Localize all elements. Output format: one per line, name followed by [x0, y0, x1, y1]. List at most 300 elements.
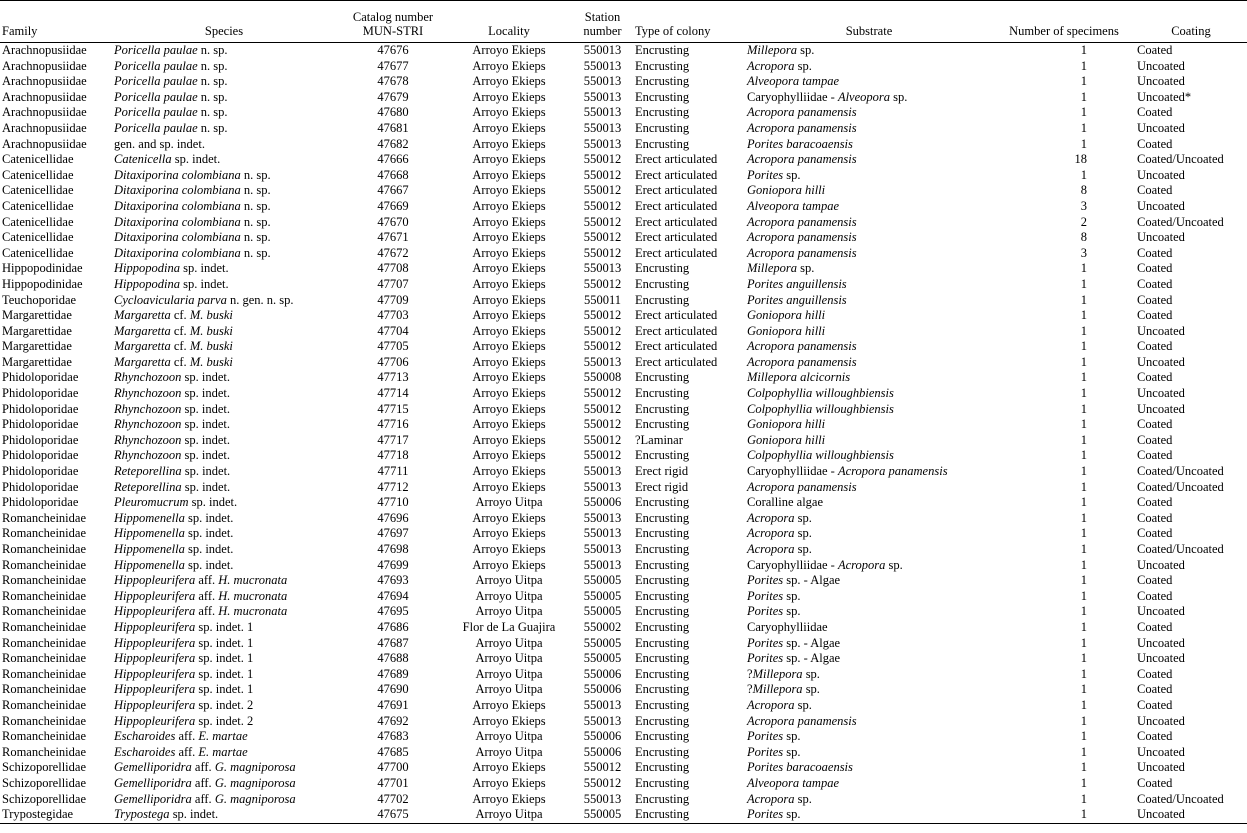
cell-station: 550012 — [583, 760, 622, 775]
cell-species-part: sp. indet. 1 — [195, 651, 254, 666]
cell-coating: Uncoated — [1137, 386, 1185, 401]
cell-coating: Coated — [1137, 682, 1173, 697]
cell-coating: Coated — [1137, 573, 1173, 588]
cell-locality: Arroyo Ekieps — [472, 510, 546, 525]
cell-species-part: aff. — [175, 729, 199, 744]
cell-substrate-part: Acropora panamensis — [747, 713, 857, 728]
cell-station: 550006 — [583, 729, 622, 744]
cell-station: 550012 — [583, 245, 622, 260]
cell-species-part: n. sp. — [240, 183, 271, 198]
cell-species-part: n. gen. n. sp. — [226, 292, 294, 307]
cell-species — [108, 59, 340, 75]
cell-substrate — [745, 230, 993, 246]
cell-species-part: n. sp. — [197, 43, 228, 57]
cell-locality: Arroyo Ekieps — [472, 105, 546, 120]
cell-colony: Encrusting — [635, 105, 690, 120]
cell-species — [108, 386, 340, 402]
cell-locality: Arroyo Ekieps — [472, 214, 546, 229]
cell-substrate-part: Colpophyllia willoughbiensis — [747, 386, 894, 401]
cell-substrate-part: Acropora panamensis — [747, 354, 857, 369]
cell-coating: Coated — [1137, 183, 1173, 198]
cell-substrate-part: Alveopora tampae — [747, 198, 839, 213]
cell-station: 550013 — [583, 479, 622, 494]
cell-catalog: 47698 — [377, 542, 409, 556]
cell-species-part: sp. indet. — [184, 557, 234, 572]
cell-catalog: 47710 — [377, 495, 409, 510]
cell-species-part: E. martae — [198, 729, 248, 744]
table-row — [0, 59, 1247, 75]
cell-substrate-part: sp. - Algae — [783, 635, 841, 650]
table-row — [0, 448, 1247, 464]
cell-colony: Encrusting — [635, 619, 690, 634]
cell-species — [108, 682, 340, 698]
cell-station: 550012 — [583, 448, 622, 463]
cell-catalog: 47682 — [377, 136, 409, 151]
cell-substrate-part: sp. — [797, 43, 815, 57]
cell-species-part: Rhynchozoon — [114, 417, 182, 432]
cell-station: 550005 — [583, 604, 622, 619]
header-catalog: Catalog number MUN-STRI — [340, 1, 446, 43]
cell-station: 550012 — [583, 198, 622, 213]
cell-catalog: 47713 — [377, 370, 409, 385]
cell-species-part: sp. indet. 2 — [195, 713, 254, 728]
cell-species-part: gen. and sp. indet. — [114, 136, 205, 151]
cell-family: Romancheinidae — [2, 729, 86, 744]
cell-substrate — [745, 807, 993, 823]
cell-catalog: 47687 — [377, 635, 409, 650]
cell-species — [108, 121, 340, 137]
cell-species-part: n. sp. — [240, 245, 271, 260]
cell-station: 550005 — [583, 588, 622, 603]
cell-coating: Uncoated — [1137, 230, 1185, 245]
cell-catalog: 47680 — [377, 105, 409, 120]
cell-substrate-part: Acropora — [747, 791, 795, 806]
table-row — [0, 246, 1247, 262]
cell-substrate — [745, 417, 993, 433]
cell-substrate-part: Acropora panamensis — [747, 339, 857, 354]
cell-family: Margarettidae — [2, 308, 72, 323]
cell-colony: Encrusting — [635, 760, 690, 775]
table-row — [0, 324, 1247, 340]
cell-station: 550013 — [583, 697, 622, 712]
cell-species — [108, 324, 340, 340]
cell-coating: Coated — [1137, 339, 1173, 354]
cell-colony: Encrusting — [635, 682, 690, 697]
cell-species-part: Hippopleurifera — [114, 635, 196, 650]
cell-substrate-part: Acropora panamensis — [747, 230, 857, 245]
cell-species — [108, 355, 340, 371]
cell-specimens: 18 — [1074, 152, 1087, 167]
cell-station: 550013 — [583, 120, 622, 135]
cell-substrate — [745, 121, 993, 137]
cell-substrate-part: Acropora — [747, 542, 795, 556]
cell-coating: Coated — [1137, 432, 1173, 447]
cell-species-part: Reteporellina — [114, 479, 182, 494]
cell-catalog: 47718 — [377, 448, 409, 463]
cell-substrate-part: Caryophylliidae — [747, 619, 828, 634]
table-row — [0, 215, 1247, 231]
cell-specimens: 1 — [1080, 167, 1087, 182]
cell-species-part: Hippomenella — [114, 510, 185, 525]
cell-specimens: 1 — [1080, 526, 1087, 541]
cell-locality: Arroyo Uitpa — [475, 635, 543, 650]
cell-substrate-part: sp. — [794, 526, 812, 541]
cell-specimens: 1 — [1080, 588, 1087, 603]
cell-family: Margarettidae — [2, 339, 72, 354]
cell-substrate — [745, 776, 993, 792]
table-row — [0, 604, 1247, 620]
cell-family: Trypostegidae — [0, 807, 108, 823]
cell-family: Romancheinidae — [2, 557, 86, 572]
cell-station: 550012 — [583, 183, 622, 198]
cell-substrate-part: sp. — [794, 510, 812, 525]
cell-specimens: 1 — [1080, 58, 1087, 73]
table-row — [0, 651, 1247, 667]
cell-substrate-part: sp. — [794, 58, 812, 73]
cell-substrate-part: Alveopora — [837, 89, 891, 104]
cell-family: Romancheinidae — [2, 588, 86, 603]
cell-colony: Erect rigid — [635, 479, 689, 494]
cell-substrate-part: Porites — [747, 729, 784, 744]
cell-species-part: Ditaxiporina colombiana — [114, 245, 241, 260]
cell-species — [108, 308, 340, 324]
cell-substrate — [745, 511, 993, 527]
cell-station: 550012 — [583, 417, 622, 432]
cell-colony: Encrusting — [635, 775, 690, 790]
cell-coating: Coated — [1137, 245, 1173, 260]
cell-species-part: G. magniporosa — [214, 791, 296, 806]
cell-station: 550013 — [583, 89, 622, 104]
table-row — [0, 558, 1247, 574]
table-row — [0, 667, 1247, 683]
cell-coating: Uncoated — [1137, 651, 1185, 666]
cell-specimens: 1 — [1080, 666, 1087, 681]
cell-family: Catenicellidae — [2, 230, 74, 245]
cell-species — [108, 168, 340, 184]
cell-substrate-part: Caryophylliidae - — [747, 89, 838, 104]
cell-species-part: sp. indet. — [179, 261, 229, 276]
cell-station: 550012 — [583, 214, 622, 229]
cell-substrate — [745, 402, 993, 418]
table-row — [0, 480, 1247, 496]
cell-species — [108, 792, 340, 808]
cell-substrate — [745, 339, 993, 355]
cell-specimens: 1 — [1080, 89, 1087, 104]
cell-coating: Coated/Uncoated — [1137, 791, 1224, 806]
cell-substrate — [745, 495, 993, 511]
cell-specimens: 1 — [1080, 573, 1087, 588]
cell-species-part: sp. indet. — [181, 432, 230, 447]
header-coating: Coating — [1135, 1, 1247, 43]
cell-colony: Erect articulated — [635, 152, 718, 167]
cell-species-part: sp. indet. 1 — [195, 635, 254, 650]
cell-locality: Arroyo Ekieps — [472, 136, 546, 151]
cell-substrate-part: sp. — [783, 807, 801, 822]
cell-family: Catenicellidae — [2, 214, 74, 229]
table-row — [0, 511, 1247, 527]
cell-substrate-part: Acropora panamensis — [747, 152, 857, 167]
cell-substrate-part: Alveopora tampae — [747, 775, 839, 790]
cell-catalog: 47669 — [377, 198, 409, 213]
cell-specimens: 1 — [1080, 105, 1087, 120]
cell-species-part: cf. — [170, 308, 190, 323]
cell-colony: Encrusting — [635, 542, 690, 556]
cell-catalog: 47706 — [377, 354, 409, 369]
cell-substrate — [745, 261, 993, 277]
cell-coating: Coated/Uncoated — [1137, 152, 1224, 167]
cell-substrate — [745, 729, 993, 745]
cell-species-part: G. magniporosa — [214, 775, 296, 790]
cell-station: 550013 — [583, 261, 622, 276]
cell-colony: Encrusting — [635, 744, 690, 759]
cell-species-part: sp. indet. — [181, 386, 230, 401]
cell-species-part: Margaretta — [114, 354, 171, 369]
cell-substrate — [745, 355, 993, 371]
cell-species — [108, 246, 340, 262]
cell-colony: Encrusting — [635, 729, 690, 744]
cell-species-part: sp. indet. — [181, 479, 231, 494]
cell-substrate-part: sp. — [783, 167, 801, 182]
cell-colony: Encrusting — [635, 495, 690, 510]
cell-specimens: 1 — [1080, 775, 1087, 790]
cell-family: Romancheinidae — [2, 651, 86, 666]
cell-species-part: Margaretta — [114, 308, 171, 323]
cell-species-part: n. sp. — [197, 105, 228, 120]
cell-specimens: 1 — [1080, 292, 1087, 307]
cell-catalog: 47681 — [377, 120, 409, 135]
cell-colony: Encrusting — [635, 510, 690, 525]
cell-specimens: 1 — [1080, 495, 1087, 510]
cell-specimens: 1 — [1080, 43, 1087, 57]
cell-specimens: 8 — [1080, 183, 1087, 198]
cell-family: Phidoloporidae — [2, 495, 79, 510]
cell-station: 550008 — [583, 370, 622, 385]
cell-coating: Coated — [1137, 729, 1173, 744]
cell-species-part: Trypostega — [114, 807, 170, 822]
cell-station: 550013 — [583, 464, 622, 479]
header-locality: Locality — [446, 1, 572, 43]
cell-locality: Arroyo Ekieps — [472, 323, 546, 338]
cell-species-part: n. sp. — [197, 58, 228, 73]
cell-substrate-part: Goniopora hilli — [747, 183, 826, 198]
cell-coating: Uncoated — [1135, 807, 1247, 823]
cell-colony: Encrusting — [635, 573, 690, 588]
cell-catalog: 47704 — [377, 323, 409, 338]
cell-locality: Arroyo Ekieps — [472, 58, 546, 73]
cell-catalog: 47707 — [377, 276, 409, 291]
cell-colony: Encrusting — [635, 386, 690, 401]
cell-station: 550006 — [583, 666, 622, 681]
cell-species-part: Rhynchozoon — [114, 386, 182, 401]
cell-family: Romancheinidae — [2, 510, 86, 525]
cell-colony: Encrusting — [635, 713, 690, 728]
cell-species — [108, 448, 340, 464]
cell-locality: Arroyo Uitpa — [475, 573, 543, 588]
table-row — [0, 355, 1247, 371]
cell-locality: Arroyo Uitpa — [475, 744, 543, 759]
table-row — [0, 402, 1247, 418]
cell-substrate-part: Porites — [747, 167, 784, 182]
cell-specimens: 1 — [1080, 370, 1087, 385]
cell-locality: Arroyo Ekieps — [472, 713, 546, 728]
table-row — [0, 168, 1247, 184]
cell-substrate — [745, 215, 993, 231]
cell-station: 550013 — [583, 557, 622, 572]
cell-substrate-part: sp. — [802, 666, 820, 681]
cell-species-part: Hippopleurifera — [114, 666, 196, 681]
cell-colony: Encrusting — [635, 697, 690, 712]
cell-family: Romancheinidae — [2, 526, 86, 541]
table-row — [0, 760, 1247, 776]
cell-locality: Arroyo Ekieps — [472, 74, 546, 89]
cell-species — [108, 698, 340, 714]
cell-specimens: 1 — [1080, 604, 1087, 619]
cell-locality: Arroyo Ekieps — [472, 697, 546, 712]
cell-species — [108, 604, 340, 620]
cell-station: 550013 — [583, 542, 622, 556]
cell-species-part: Gemelliporidra — [114, 775, 192, 790]
table-row — [0, 464, 1247, 480]
header-station: Station number — [572, 1, 633, 43]
cell-species-part: sp. indet. — [188, 495, 238, 510]
cell-substrate-part: Goniopora hilli — [747, 432, 826, 447]
cell-substrate — [745, 589, 993, 605]
cell-coating: Coated — [1137, 588, 1173, 603]
cell-species-part: n. sp. — [240, 230, 271, 245]
cell-species — [108, 402, 340, 418]
cell-station: 550005 — [583, 651, 622, 666]
cell-species-part: n. sp. — [240, 198, 271, 213]
cell-substrate-part: sp. — [890, 89, 908, 104]
cell-species-part: H. mucronata — [218, 573, 288, 588]
cell-family: Romancheinidae — [2, 542, 86, 556]
cell-family: Romancheinidae — [2, 619, 86, 634]
cell-catalog: 47672 — [377, 245, 409, 260]
cell-locality: Arroyo Uitpa — [475, 495, 543, 510]
cell-locality: Arroyo Ekieps — [472, 479, 546, 494]
cell-substrate-part: Acropora panamensis — [747, 245, 857, 260]
cell-substrate-part: Porites — [747, 635, 784, 650]
cell-substrate — [745, 168, 993, 184]
cell-species-part: Hippopodina — [114, 276, 180, 291]
cell-locality: Arroyo Ekieps — [472, 417, 546, 432]
table-row — [0, 792, 1247, 808]
cell-species-part: n. sp. — [240, 167, 271, 182]
table-row — [0, 183, 1247, 199]
table-row — [0, 542, 1247, 558]
cell-species-part: M. buski — [189, 354, 233, 369]
cell-family: Catenicellidae — [2, 245, 74, 260]
cell-species-part: Cycloavicularia parva — [114, 292, 227, 307]
cell-family: Phidoloporidae — [2, 464, 79, 479]
cell-catalog: 47699 — [377, 557, 409, 572]
cell-locality: Arroyo Ekieps — [472, 464, 546, 479]
cell-substrate — [745, 152, 993, 168]
cell-specimens: 1 — [1080, 635, 1087, 650]
header-substrate: Substrate — [745, 1, 993, 43]
cell-species-part: n. sp. — [197, 89, 228, 104]
cell-locality: Arroyo Ekieps — [472, 339, 546, 354]
cell-substrate-part: Acropora panamensis — [747, 214, 857, 229]
cell-specimens: 1 — [1080, 276, 1087, 291]
cell-species-part: cf. — [170, 323, 190, 338]
cell-station: 550013 — [583, 136, 622, 151]
cell-station: 550013 — [583, 713, 622, 728]
cell-coating: Uncoated — [1137, 744, 1185, 759]
cell-catalog: 47712 — [377, 479, 409, 494]
cell-substrate — [745, 636, 993, 652]
cell-catalog: 47686 — [377, 619, 409, 634]
cell-colony: Erect articulated — [635, 183, 718, 198]
cell-station: 550011 — [583, 292, 622, 307]
cell-species-part: Margaretta — [114, 323, 171, 338]
cell-species — [108, 480, 340, 496]
cell-species — [108, 261, 340, 277]
cell-species-part: Rhynchozoon — [114, 370, 182, 385]
cell-station: 550013 — [583, 510, 622, 525]
cell-specimens: 1 — [1080, 510, 1087, 525]
cell-specimens: 1 — [1080, 791, 1087, 806]
cell-substrate-part: Porites baracoaensis — [747, 136, 853, 151]
cell-species — [108, 215, 340, 231]
cell-coating: Coated/Uncoated — [1137, 214, 1224, 229]
cell-locality: Arroyo Ekieps — [472, 89, 546, 104]
cell-catalog: 47691 — [377, 697, 409, 712]
cell-substrate-part: sp. — [783, 604, 801, 619]
cell-station: 550002 — [583, 619, 622, 634]
cell-substrate — [745, 760, 993, 776]
header-specimens: Number of specimens — [993, 1, 1135, 43]
cell-substrate — [745, 386, 993, 402]
cell-specimens: 1 — [1080, 479, 1087, 494]
cell-substrate-part: Coralline algae — [747, 495, 824, 510]
cell-species-part: G. magniporosa — [214, 760, 296, 775]
cell-coating: Uncoated* — [1137, 89, 1192, 104]
cell-species-part: Hippopodina — [114, 261, 180, 276]
cell-family: Arachnopusiidae — [2, 58, 87, 73]
cell-family: Hippopodinidae — [2, 276, 83, 291]
cell-station: 550013 — [583, 526, 622, 541]
cell-locality: Arroyo Ekieps — [472, 526, 546, 541]
cell-locality: Arroyo Uitpa — [475, 588, 543, 603]
cell-family: Phidoloporidae — [2, 386, 79, 401]
cell-substrate-part: Acropora — [747, 697, 795, 712]
cell-substrate-part: Porites — [747, 807, 784, 822]
cell-specimens: 1 — [1080, 120, 1087, 135]
cell-catalog: 47667 — [377, 183, 409, 198]
cell-family: Phidoloporidae — [2, 417, 79, 432]
cell-colony: Encrusting — [635, 401, 690, 416]
cell-locality: Arroyo Ekieps — [472, 120, 546, 135]
cell-substrate — [745, 604, 993, 620]
cell-catalog: 47683 — [377, 729, 409, 744]
cell-species-part: H. mucronata — [218, 604, 288, 619]
cell-catalog: 47700 — [377, 760, 409, 775]
cell-species-part: Poricella paulae — [114, 74, 198, 89]
cell-family: Romancheinidae — [2, 666, 86, 681]
cell-substrate-part: sp. — [802, 682, 820, 697]
cell-substrate — [745, 714, 993, 730]
cell-specimens: 1 — [993, 807, 1135, 823]
cell-colony: Encrusting — [635, 651, 690, 666]
cell-locality: Arroyo Ekieps — [472, 261, 546, 276]
cell-colony: Encrusting — [635, 666, 690, 681]
cell-substrate — [745, 792, 993, 808]
cell-colony: Encrusting — [635, 261, 690, 276]
cell-coating: Uncoated — [1137, 58, 1185, 73]
cell-locality: Arroyo Ekieps — [472, 198, 546, 213]
cell-locality: Arroyo Ekieps — [472, 791, 546, 806]
